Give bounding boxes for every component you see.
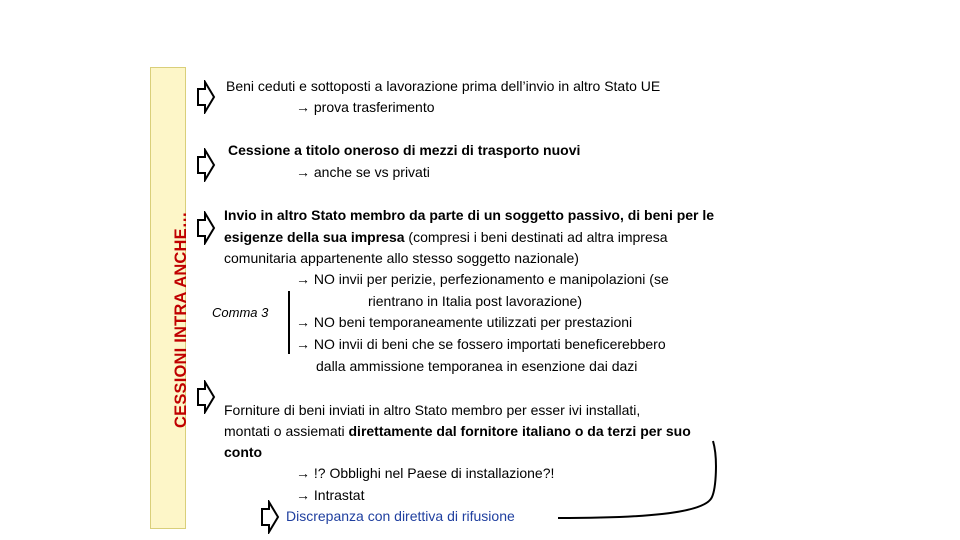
item-2-sub: → anche se vs privati (296, 164, 430, 180)
item-1-sub: → prova trasferimento (296, 99, 435, 115)
item-1-text: Beni ceduti e sottoposti a lavorazione prima dell’invio in altro Stato UE (226, 78, 661, 94)
item-3-sub-1: → NO invii per perizie, perfezionamento e manipolazioni (se (296, 271, 669, 287)
item-4-sub-2: → Intrastat (296, 487, 365, 503)
item-2-text: Cessione a titolo oneroso di mezzi di trasporto nuovi (228, 142, 581, 158)
item-3-paren: (compresi i beni destinati ad altra impresa (404, 229, 668, 245)
item-4-emphasis: direttamente dal fornitore italiano o da terzi per suo (348, 423, 691, 439)
sidebar-title: CESSIONI INTRA ANCHE… (172, 211, 190, 428)
discrepancy-note: Discrepanza con direttiva di rifusione (286, 508, 515, 524)
item-4-text: Forniture di beni inviati in altro Stato membro per esser ivi installati, (224, 402, 641, 418)
item-4-sub-1: → !? Obblighi nel Paese di installazione?! (296, 465, 555, 481)
item-3-sub-2: → NO beni temporaneamente utilizzati per prestazioni (296, 314, 633, 330)
item-3-emphasis: esigenze della sua impresa (224, 229, 405, 245)
item-3-sub-3: → NO invii di beni che se fossero importati beneficerebbero (296, 336, 666, 352)
item-4-plain: montati o assiemati (224, 423, 349, 439)
item-3-sub-3b: dalla ammissione temporanea in esenzione dai dazi (316, 358, 638, 374)
item-3-text: Invio in altro Stato membro da parte di un soggetto passivo, di beni per le (224, 207, 715, 223)
item-3-sub-1b: rientrano in Italia post lavorazione) (368, 293, 583, 309)
comma-label: Comma 3 (212, 305, 269, 320)
item-4-text-line3: conto (224, 444, 263, 460)
item-3-text-line3: comunitaria appartenente allo stesso soggetto nazionale) (224, 250, 579, 266)
